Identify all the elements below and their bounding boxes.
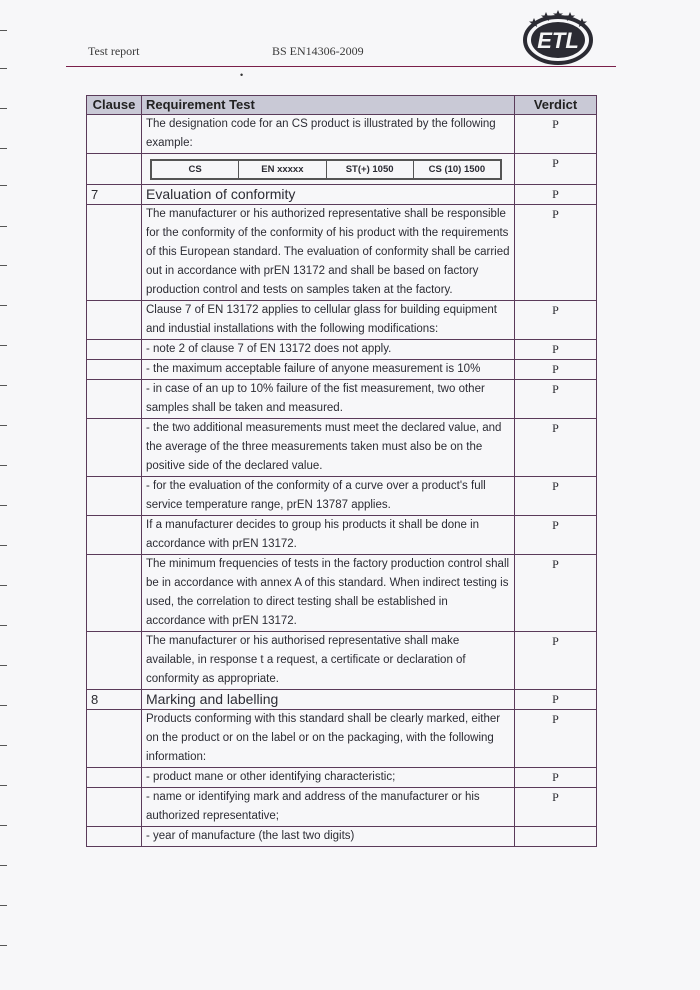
clause-cell: 8 [87, 690, 142, 710]
requirement-cell: The designation code for an CS product is illustrated by the following example: [142, 115, 515, 154]
table-row [87, 516, 597, 555]
clause-cell [87, 555, 142, 632]
verdict-cell: P [515, 477, 597, 516]
code-part-temperature: ST(+) 1050 [326, 161, 413, 178]
clause-cell [87, 788, 142, 827]
clause-cell [87, 301, 142, 340]
table-row [87, 710, 597, 768]
clause-column-header: Clause [87, 96, 142, 115]
verdict-cell: P [515, 516, 597, 555]
table-row [87, 185, 597, 205]
verdict-cell: P [515, 301, 597, 340]
verdict-cell: P [515, 154, 597, 185]
requirement-column-header: Requirement Test [142, 96, 515, 115]
clause-cell [87, 205, 142, 301]
clause-cell [87, 154, 142, 185]
table-row [87, 380, 597, 419]
requirement-cell: The minimum frequencies of tests in the factory production control shall be in accordance with annex A of this standard. When indirect testing is used, the correlation to direct testing shall be established in accordance with prEN 13172. [142, 555, 515, 632]
clause-cell [87, 710, 142, 768]
requirement-cell: - product mane or other identifying characteristic; [142, 768, 515, 788]
table-row [87, 360, 597, 380]
requirement-table [86, 95, 597, 847]
table-row [87, 301, 597, 340]
requirement-cell: - the two additional measurements must meet the declared value, and the average of the three measurements taken must also be on the positive side of the declared value. [142, 419, 515, 477]
designation-code-cell [142, 154, 515, 185]
clause-cell [87, 360, 142, 380]
clause-cell [87, 516, 142, 555]
verdict-cell: P [515, 788, 597, 827]
table-row [87, 115, 597, 154]
clause-cell [87, 768, 142, 788]
requirement-cell: - year of manufacture (the last two digits) [142, 827, 515, 847]
svg-text:ETL: ETL [537, 28, 579, 53]
clause-cell [87, 419, 142, 477]
requirement-cell: - the maximum acceptable failure of anyone measurement is 10% [142, 360, 515, 380]
etl-logo [520, 6, 596, 66]
verdict-cell: P [515, 185, 597, 205]
page-speck: • [240, 70, 244, 80]
designation-code-box [150, 159, 502, 180]
report-type-label: Test report [88, 44, 140, 58]
requirement-cell: The manufacturer or his authorised representative shall make available, in response t a request, a certificate or declaration of conformity as appropriate. [142, 632, 515, 690]
clause-cell [87, 340, 142, 360]
requirement-cell: - in case of an up to 10% failure of the fist measurement, two other samples shall be taken and measured. [142, 380, 515, 419]
verdict-cell: P [515, 115, 597, 154]
table-row [87, 154, 597, 185]
requirement-cell: - name or identifying mark and address of the manufacturer or his authorized representative; [142, 788, 515, 827]
table-row [87, 690, 597, 710]
verdict-cell: P [515, 360, 597, 380]
clause-cell [87, 632, 142, 690]
verdict-cell: P [515, 419, 597, 477]
table-row [87, 768, 597, 788]
clause-cell [87, 115, 142, 154]
table-header-row [87, 96, 597, 115]
table-row [87, 827, 597, 847]
clause-cell [87, 477, 142, 516]
table-row [87, 788, 597, 827]
table-row [87, 555, 597, 632]
table-row [87, 632, 597, 690]
clause-cell: 7 [87, 185, 142, 205]
requirement-cell: - note 2 of clause 7 of EN 13172 does not apply. [142, 340, 515, 360]
standard-code-label: BS EN14306-2009 [272, 44, 364, 58]
code-part-standard: EN xxxxx [238, 161, 325, 178]
section-title-cell: Marking and labelling [142, 690, 515, 710]
verdict-cell: P [515, 768, 597, 788]
code-part-product: CS [188, 164, 202, 175]
page-edge-marks [0, 0, 8, 990]
code-part-compressive-strength: CS (10) 1500 [413, 161, 500, 178]
verdict-cell: P [515, 710, 597, 768]
requirement-cell: - for the evaluation of the conformity of a curve over a product's full service temperature range, prEN 13787 applies. [142, 477, 515, 516]
requirement-cell: Products conforming with this standard shall be clearly marked, either on the product or on the label or on the packaging, with the following information: [142, 710, 515, 768]
table-row [87, 477, 597, 516]
verdict-cell [515, 827, 597, 847]
verdict-cell: P [515, 690, 597, 710]
verdict-cell: P [515, 380, 597, 419]
verdict-column-header: Verdict [515, 96, 597, 115]
requirement-cell: If a manufacturer decides to group his products it shall be done in accordance with prEN 13172. [142, 516, 515, 555]
verdict-cell: P [515, 555, 597, 632]
verdict-cell: P [515, 632, 597, 690]
requirement-cell: The manufacturer or his authorized representative shall be responsible for the conformity of the conformity of his product with the requirements of this European standard. The evaluation of conformity shall be carried out in accordance with prEN 13172 and shall be based on factory production control and tests on samples taken at the factory. [142, 205, 515, 301]
header-rule [66, 66, 616, 67]
table-row [87, 340, 597, 360]
table-row [87, 205, 597, 301]
requirement-cell: Clause 7 of EN 13172 applies to cellular glass for building equipment and industial installations with the following modifications: [142, 301, 515, 340]
section-title-cell: Evaluation of conformity [142, 185, 515, 205]
clause-cell [87, 380, 142, 419]
verdict-cell: P [515, 340, 597, 360]
clause-cell [87, 827, 142, 847]
verdict-cell: P [515, 205, 597, 301]
table-row [87, 419, 597, 477]
